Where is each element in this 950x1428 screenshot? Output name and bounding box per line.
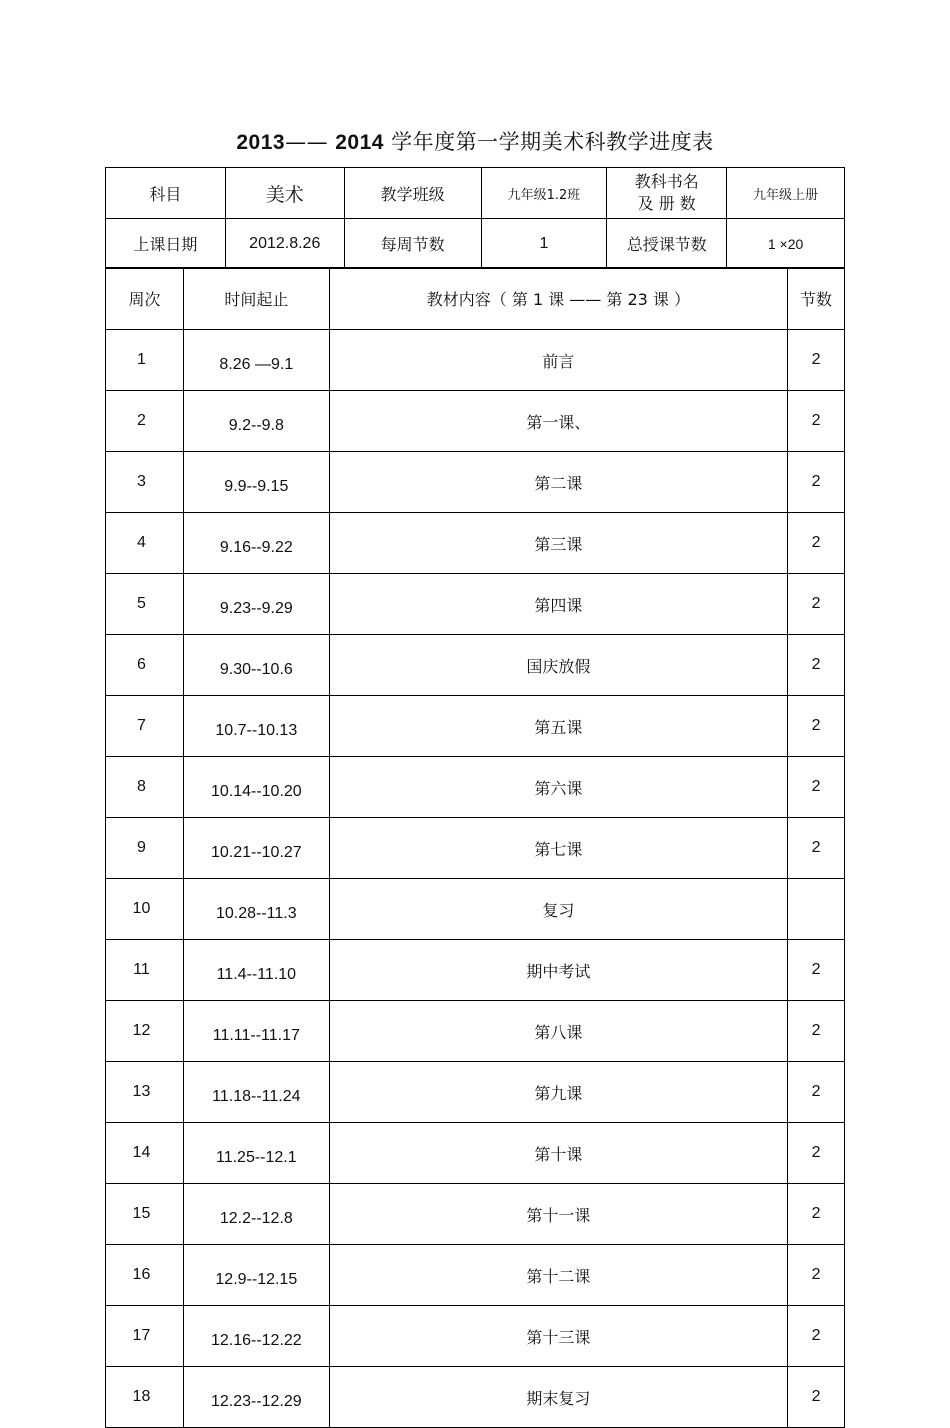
week-cell: 11 — [106, 940, 184, 1001]
period-cell: 10.14--10.20 — [183, 757, 329, 818]
subject-value: 美术 — [225, 168, 344, 219]
content-cell: 期中考试 — [329, 940, 787, 1001]
content-cell: 前言 — [329, 330, 787, 391]
count-cell: 2 — [788, 1001, 845, 1062]
table-row — [106, 452, 845, 513]
table-row — [106, 696, 845, 757]
info-table — [105, 167, 845, 269]
weekly-value: 1 — [481, 219, 607, 269]
week-cell: 15 — [106, 1184, 184, 1245]
table-row — [106, 879, 845, 940]
count-cell: 2 — [788, 818, 845, 879]
start-date-value: 2012.8.26 — [225, 219, 344, 269]
count-cell: 2 — [788, 757, 845, 818]
count-cell: 2 — [788, 696, 845, 757]
count-cell: 2 — [788, 391, 845, 452]
content-cell: 第五课 — [329, 696, 787, 757]
week-cell: 7 — [106, 696, 184, 757]
count-cell: 2 — [788, 1184, 845, 1245]
week-cell: 3 — [106, 452, 184, 513]
period-cell: 10.7--10.13 — [183, 696, 329, 757]
week-cell: 17 — [106, 1306, 184, 1367]
week-cell: 8 — [106, 757, 184, 818]
content-cell: 第七课 — [329, 818, 787, 879]
period-cell: 11.11--11.17 — [183, 1001, 329, 1062]
table-row — [106, 635, 845, 696]
week-cell: 14 — [106, 1123, 184, 1184]
count-cell: 2 — [788, 574, 845, 635]
table-row — [106, 1062, 845, 1123]
total-label: 总授课节数 — [607, 219, 727, 269]
count-cell: 2 — [788, 1306, 845, 1367]
title-year-start: 2013 — [236, 131, 286, 154]
week-cell: 9 — [106, 818, 184, 879]
table-row — [106, 1123, 845, 1184]
period-cell: 12.2--12.8 — [183, 1184, 329, 1245]
period-cell: 9.30--10.6 — [183, 635, 329, 696]
table-row — [106, 1245, 845, 1306]
start-date-label: 上课日期 — [106, 219, 226, 269]
week-cell: 10 — [106, 879, 184, 940]
content-cell: 期末复习 — [329, 1367, 787, 1428]
period-cell: 12.16--12.22 — [183, 1306, 329, 1367]
title-text: 学年度第一学期美术科教学进度表 — [391, 130, 714, 154]
count-cell: 2 — [788, 1123, 845, 1184]
count-cell: 2 — [788, 940, 845, 1001]
count-cell: 2 — [788, 330, 845, 391]
table-row — [106, 1367, 845, 1428]
content-cell: 第九课 — [329, 1062, 787, 1123]
book-value: 九年级上册 — [727, 168, 845, 219]
header-period: 时间起止 — [183, 268, 329, 330]
table-row — [106, 818, 845, 879]
content-cell: 第三课 — [329, 513, 787, 574]
title-year-end: 2014 — [335, 131, 384, 154]
content-cell: 第六课 — [329, 757, 787, 818]
content-cell: 第二课 — [329, 452, 787, 513]
content-cell: 第十课 — [329, 1123, 787, 1184]
count-cell: 2 — [788, 635, 845, 696]
period-cell: 9.9--9.15 — [183, 452, 329, 513]
week-cell: 5 — [106, 574, 184, 635]
content-cell: 第十三课 — [329, 1306, 787, 1367]
content-cell: 国庆放假 — [329, 635, 787, 696]
week-cell: 12 — [106, 1001, 184, 1062]
period-cell: 11.25--12.1 — [183, 1123, 329, 1184]
count-cell — [788, 879, 845, 940]
table-row — [106, 1306, 845, 1367]
header-count: 节数 — [788, 268, 845, 330]
week-cell: 16 — [106, 1245, 184, 1306]
count-cell: 2 — [788, 513, 845, 574]
week-cell: 18 — [106, 1367, 184, 1428]
week-cell: 1 — [106, 330, 184, 391]
content-cell: 第十一课 — [329, 1184, 787, 1245]
week-cell: 6 — [106, 635, 184, 696]
period-cell: 9.2--9.8 — [183, 391, 329, 452]
period-cell: 10.28--11.3 — [183, 879, 329, 940]
table-row — [106, 330, 845, 391]
content-cell: 第四课 — [329, 574, 787, 635]
subject-label: 科目 — [106, 168, 226, 219]
count-cell: 2 — [788, 1062, 845, 1123]
count-cell: 2 — [788, 452, 845, 513]
header-week: 周次 — [106, 268, 184, 330]
header-content: 教材内容（ 第 1 课 —— 第 23 课 ） — [329, 268, 787, 330]
content-cell: 复习 — [329, 879, 787, 940]
table-row — [106, 391, 845, 452]
book-label — [607, 168, 727, 219]
week-cell: 4 — [106, 513, 184, 574]
content-cell: 第十二课 — [329, 1245, 787, 1306]
table-row — [106, 1001, 845, 1062]
period-cell: 11.4--11.10 — [183, 940, 329, 1001]
total-value: 1 ×20 — [727, 219, 845, 269]
table-row — [106, 757, 845, 818]
table-row — [106, 940, 845, 1001]
period-cell: 9.16--9.22 — [183, 513, 329, 574]
content-cell: 第一课、 — [329, 391, 787, 452]
period-cell: 9.23--9.29 — [183, 574, 329, 635]
count-cell: 2 — [788, 1367, 845, 1428]
period-cell: 12.9--12.15 — [183, 1245, 329, 1306]
period-cell: 11.18--11.24 — [183, 1062, 329, 1123]
weekly-label: 每周节数 — [344, 219, 481, 269]
table-row — [106, 1184, 845, 1245]
class-label: 教学班级 — [344, 168, 481, 219]
book-label-line1: 教科书名 — [634, 172, 699, 191]
class-value: 九年级1.2班 — [481, 168, 607, 219]
week-cell: 2 — [106, 391, 184, 452]
table-row — [106, 513, 845, 574]
title-dash: —— — [285, 130, 329, 154]
page-title — [0, 126, 950, 156]
count-cell: 2 — [788, 1245, 845, 1306]
period-cell: 12.23--12.29 — [183, 1367, 329, 1428]
content-cell: 第八课 — [329, 1001, 787, 1062]
book-label-line2: 及 册 数 — [637, 194, 696, 213]
schedule-table — [105, 267, 845, 1428]
week-cell: 13 — [106, 1062, 184, 1123]
period-cell: 8.26 —9.1 — [183, 330, 329, 391]
table-row — [106, 574, 845, 635]
period-cell: 10.21--10.27 — [183, 818, 329, 879]
